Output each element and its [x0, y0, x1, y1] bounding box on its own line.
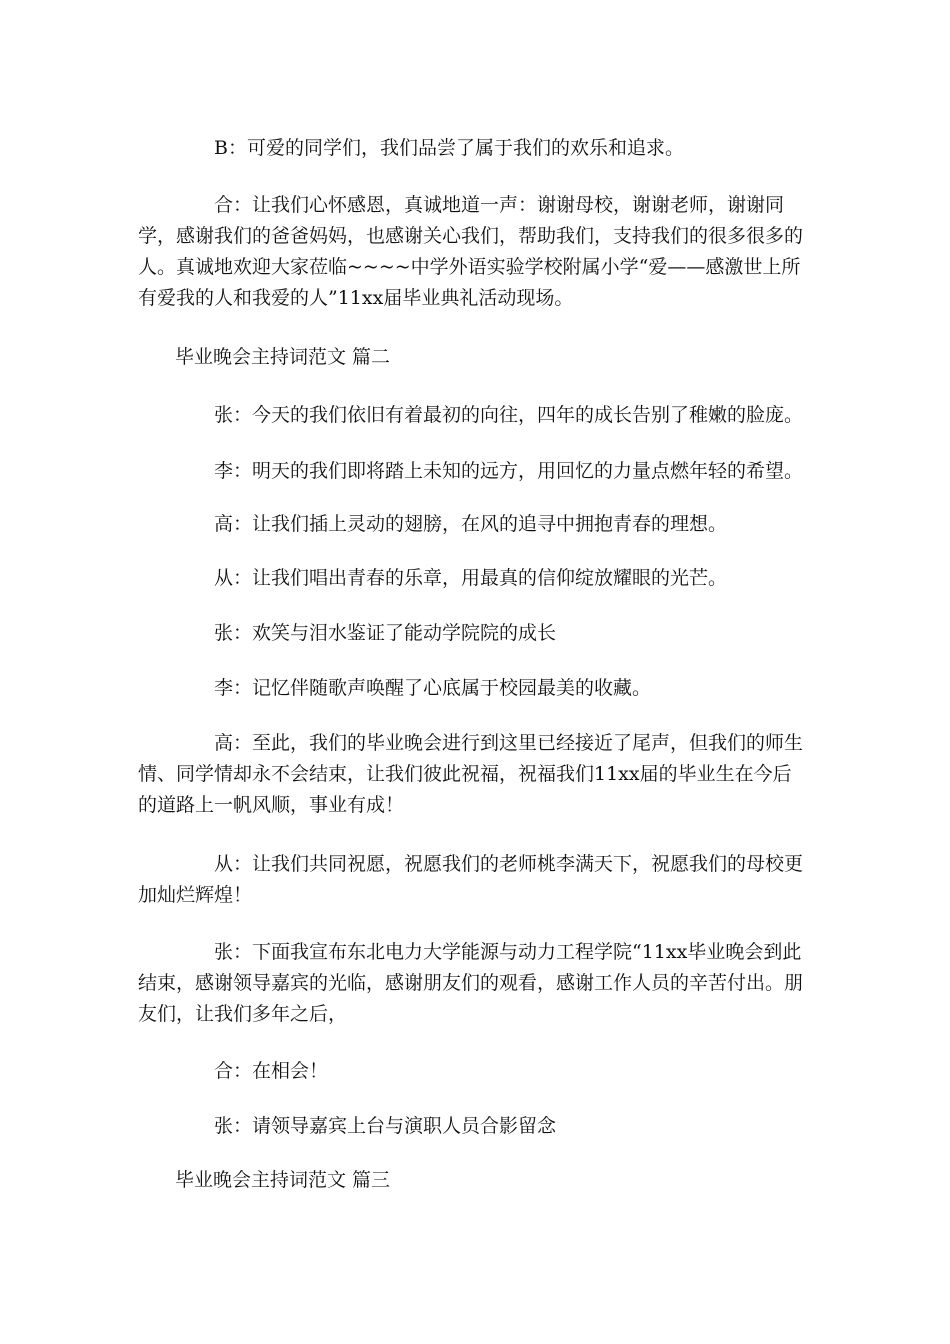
paragraph-zhang-1: 张：今天的我们依旧有着最初的向往，四年的成长告别了稚嫩的脸庞。	[214, 404, 804, 426]
paragraph-he-2: 合：在相会！	[214, 1060, 329, 1082]
paragraph-zhang-4: 张：请领导嘉宾上台与演职人员合影留念	[214, 1115, 557, 1137]
paragraph-zhang-3: 张：下面我宣布东北电力大学能源与动力工程学院“11xx毕业晚会到此结束，感谢领导嘉宾的光临，感谢朋友们的观看，感谢工作人员的辛苦付出。朋友们，让我们多年之后，	[138, 941, 804, 1025]
paragraph-b-line: B：可爱的同学们，我们品尝了属于我们的欢乐和追求。	[214, 137, 684, 159]
paragraph-gao-1: 高：让我们插上灵动的翅膀，在风的追寻中拥抱青春的理想。	[214, 513, 728, 535]
paragraph-gao-2: 高：至此，我们的毕业晚会进行到这里已经接近了尾声，但我们的师生情、同学情却永不会结束，让我们彼此祝福，祝福我们11xx届的毕业生在今后的道路上一帆风顺，事业有成！	[138, 732, 804, 816]
paragraph-cong-1: 从：让我们唱出青春的乐章，用最真的信仰绽放耀眼的光芒。	[214, 567, 728, 589]
section-heading-part-three: 毕业晚会主持词范文 篇三	[175, 1169, 391, 1191]
paragraph-li-1: 李：明天的我们即将踏上未知的远方，用回忆的力量点燃年轻的希望。	[214, 460, 804, 482]
section-heading-part-two: 毕业晚会主持词范文 篇二	[175, 346, 391, 368]
paragraph-he-welcome: 合：让我们心怀感恩，真诚地道一声：谢谢母校，谢谢老师，谢谢同学，感谢我们的爸爸妈妈，也感谢关心我们，帮助我们，支持我们的很多很多的人。真诚地欢迎大家莅临~~~~中学外语实验学校附属小学“爱——感激世上所有爱我的人和我爱的人”11xx届毕业典礼活动现场。	[138, 194, 804, 309]
paragraph-cong-2: 从：让我们共同祝愿，祝愿我们的老师桃李满天下，祝愿我们的母校更加灿烂辉煌！	[138, 853, 804, 906]
paragraph-li-2: 李：记忆伴随歌声唤醒了心底属于校园最美的收藏。	[214, 677, 652, 699]
paragraph-zhang-2: 张：欢笑与泪水鉴证了能动学院院的成长	[214, 622, 557, 644]
